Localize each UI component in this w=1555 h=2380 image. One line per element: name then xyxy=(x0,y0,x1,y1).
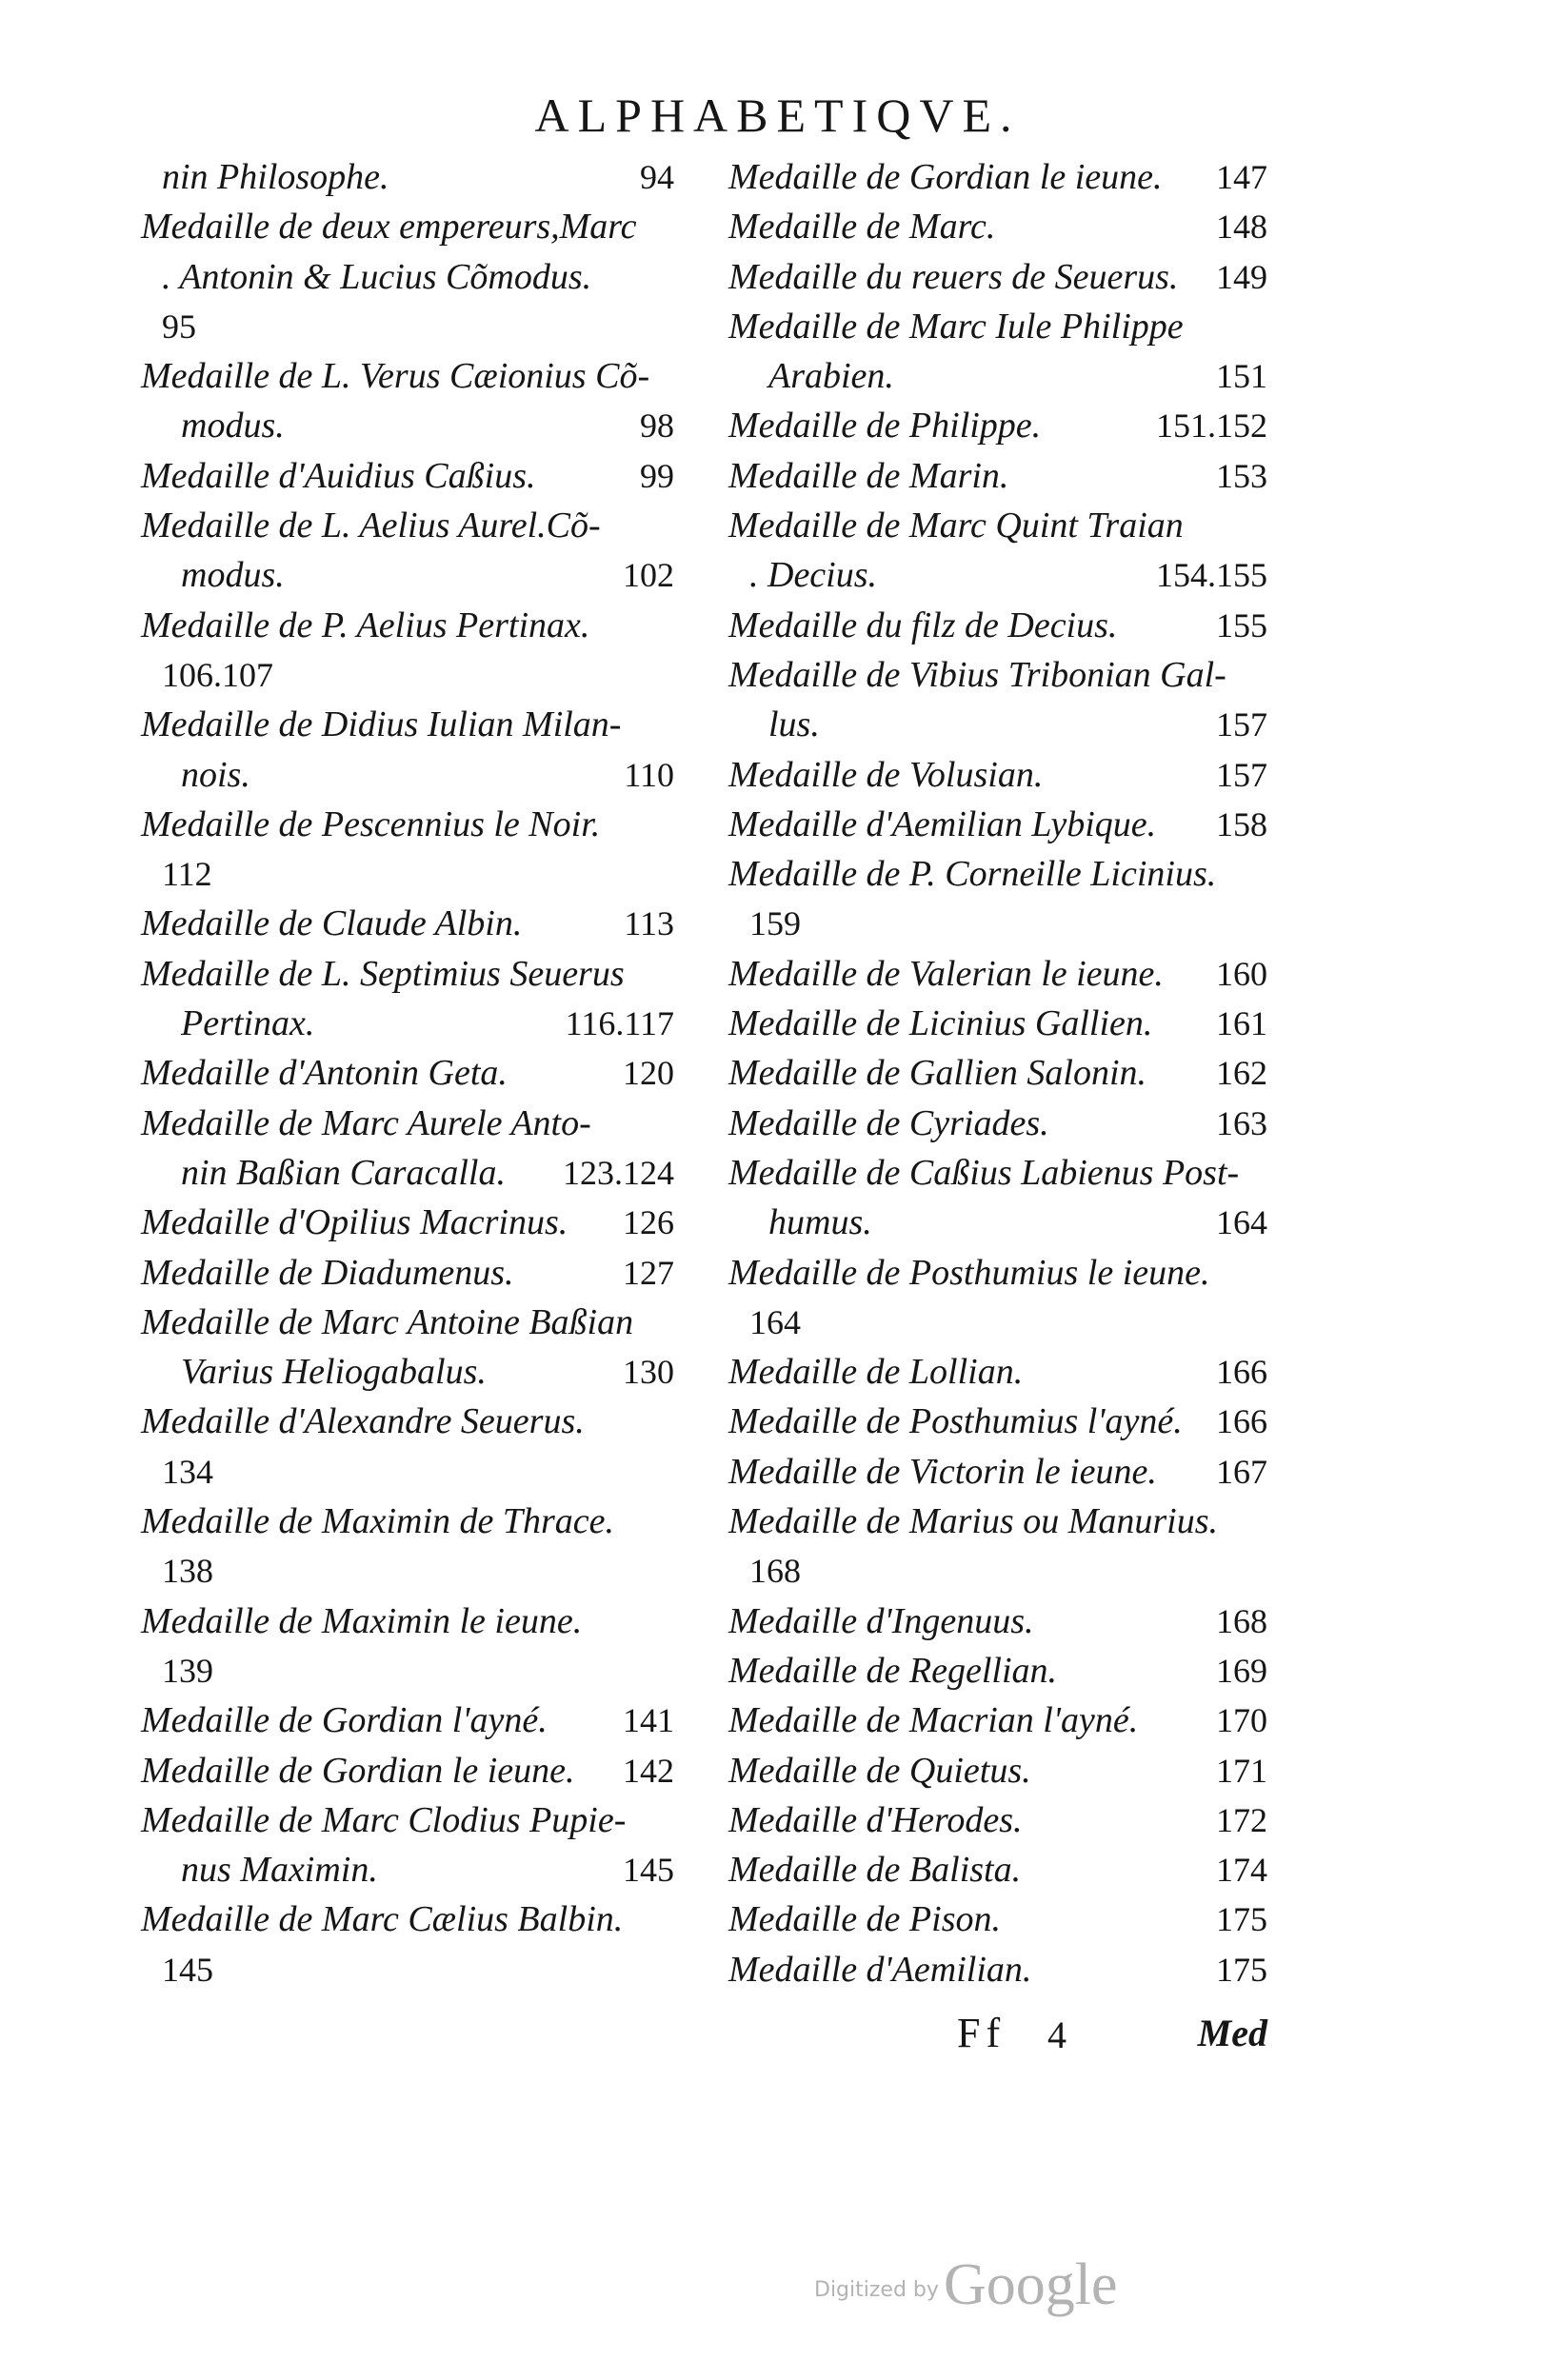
entry-text: . Antonin & Lucius Cõmodus. xyxy=(162,256,592,297)
entry-page-number: 170 xyxy=(1216,1701,1267,1740)
index-entry xyxy=(728,351,1267,401)
index-entry xyxy=(728,1397,1267,1446)
entry-page-number: 153 xyxy=(1216,456,1267,495)
entry-text: modus. xyxy=(181,406,285,446)
entry-page-number: 94 xyxy=(640,158,674,196)
index-entry xyxy=(728,202,1267,251)
entry-text: Medaille de Volusian. xyxy=(728,754,1044,795)
index-entry xyxy=(728,152,1267,202)
index-entry xyxy=(728,849,1267,899)
entry-text: Medaille de Licinius Gallien. xyxy=(728,1003,1153,1044)
index-entry xyxy=(141,1597,674,1646)
entry-page-number: 172 xyxy=(1216,1800,1267,1839)
entry-text: Medaille de Regellian. xyxy=(728,1650,1058,1691)
index-entry xyxy=(141,1646,674,1696)
signature-number: 4 xyxy=(1047,2013,1067,2056)
entry-text: Varius Heliogabalus. xyxy=(181,1352,487,1393)
entry-text: Medaille d'Antonin Geta. xyxy=(141,1053,508,1094)
entry-text: Medaille de Maximin le ieune. xyxy=(141,1600,583,1641)
entry-text: 138 xyxy=(162,1552,213,1591)
signature-mark: Ff xyxy=(957,2010,1007,2056)
entry-text: lus. xyxy=(768,704,820,745)
index-entry xyxy=(728,999,1267,1048)
index-entry xyxy=(728,1845,1267,1894)
entry-text: Medaille d'Aemilian Lybique. xyxy=(728,803,1157,844)
index-entry xyxy=(141,650,674,700)
index-entry xyxy=(141,1894,674,1944)
entry-text: Medaille de Didius Iulian Milan- xyxy=(141,704,622,745)
index-entry xyxy=(141,252,674,302)
entry-text: Medaille de deux empereurs,Marc xyxy=(141,207,637,248)
index-entry xyxy=(141,202,674,251)
entry-text: Medaille d'Ingenuus. xyxy=(728,1600,1034,1641)
entry-text: Medaille de Posthumius le ieune. xyxy=(728,1252,1210,1293)
entry-page-number: 151.152 xyxy=(1156,407,1267,446)
entry-text: Pertinax. xyxy=(181,1003,315,1044)
entry-page-number: 167 xyxy=(1216,1452,1267,1491)
index-entry xyxy=(728,700,1267,749)
entry-text: Medaille de Posthumius l'ayné. xyxy=(728,1401,1183,1442)
entry-text: humus. xyxy=(768,1202,872,1243)
index-entry xyxy=(141,949,674,999)
entry-text: Medaille de Macrian l'ayné. xyxy=(728,1700,1139,1741)
entry-text: 139 xyxy=(162,1651,213,1690)
index-entry xyxy=(141,1397,674,1446)
entry-page-number: 98 xyxy=(640,407,674,446)
entry-text: nin Baßian Caracalla. xyxy=(181,1152,506,1193)
entry-page-number: 110 xyxy=(624,755,674,794)
entry-page-number: 155 xyxy=(1216,605,1267,645)
entry-text: nois. xyxy=(181,754,250,795)
entry-page-number: 120 xyxy=(623,1054,674,1093)
entry-text: Medaille de Valerian le ieune. xyxy=(728,953,1164,994)
index-entry xyxy=(728,1646,1267,1696)
watermark-prefix: Digitized by xyxy=(814,2278,939,2302)
entry-page-number: 126 xyxy=(623,1203,674,1242)
index-entry xyxy=(728,1696,1267,1745)
entry-text: Medaille de Marc Iule Philippe xyxy=(728,306,1184,347)
index-entry xyxy=(728,800,1267,849)
entry-text: Medaille de Pison. xyxy=(728,1899,1001,1940)
entry-text: Medaille de Claude Albin. xyxy=(141,903,523,944)
running-header: ALPHABETIQVE. xyxy=(534,89,1021,142)
entry-text: Medaille de Marc Cælius Balbin. xyxy=(141,1899,624,1940)
index-entry xyxy=(141,700,674,749)
entry-text: 112 xyxy=(162,855,212,894)
entry-text: . Decius. xyxy=(749,555,878,596)
index-entry xyxy=(728,1894,1267,1944)
entry-page-number: 175 xyxy=(1216,1900,1267,1939)
entry-text: Medaille de Gordian le ieune. xyxy=(728,157,1163,197)
index-entry xyxy=(141,1497,674,1546)
index-entry xyxy=(141,1845,674,1894)
entry-page-number: 168 xyxy=(1216,1601,1267,1640)
entry-page-number: 113 xyxy=(624,904,674,943)
index-entry xyxy=(141,750,674,800)
entry-text: modus. xyxy=(181,555,285,596)
entry-text: 145 xyxy=(162,1950,213,1989)
index-entry xyxy=(141,1198,674,1247)
index-entry xyxy=(728,750,1267,800)
entry-text: Medaille du reuers de Seuerus. xyxy=(728,256,1179,297)
entry-text: 164 xyxy=(749,1302,801,1341)
entry-text: Medaille de Cyriades. xyxy=(728,1102,1049,1143)
index-entry xyxy=(728,1546,1267,1596)
entry-page-number: 161 xyxy=(1216,1004,1267,1043)
index-entry xyxy=(728,1248,1267,1298)
entry-page-number: 151 xyxy=(1216,357,1267,396)
entry-text: Arabien. xyxy=(768,356,894,397)
entry-page-number: 99 xyxy=(640,456,674,495)
entry-text: 168 xyxy=(749,1552,801,1591)
entry-page-number: 127 xyxy=(623,1253,674,1292)
index-entry xyxy=(141,1546,674,1596)
entry-page-number: 102 xyxy=(623,556,674,595)
entry-page-number: 171 xyxy=(1216,1751,1267,1790)
entry-text: Medaille de Philippe. xyxy=(728,406,1042,446)
entry-page-number: 123.124 xyxy=(563,1153,674,1192)
index-entry xyxy=(141,1048,674,1098)
index-entry xyxy=(141,1795,674,1845)
entry-page-number: 174 xyxy=(1216,1851,1267,1890)
index-entry xyxy=(728,1746,1267,1795)
entry-text: Medaille de Marc Aurele Anto- xyxy=(141,1102,591,1143)
index-entry xyxy=(728,1099,1267,1148)
index-entry xyxy=(141,501,674,550)
index-entry xyxy=(141,1696,674,1745)
entry-text: nin Philosophe. xyxy=(162,157,389,197)
watermark-brand: Google xyxy=(944,2252,1118,2317)
entry-text: 106.107 xyxy=(162,655,273,694)
entry-text: Medaille du filz de Decius. xyxy=(728,605,1118,645)
index-entry xyxy=(141,451,674,501)
entry-text: Medaille de L. Septimius Seuerus xyxy=(141,953,625,994)
entry-text: Medaille de L. Verus Cæionius Cõ- xyxy=(141,356,650,397)
index-entry xyxy=(728,1347,1267,1397)
entry-page-number: 148 xyxy=(1216,208,1267,247)
entry-page-number: 116.117 xyxy=(565,1004,674,1043)
entry-text: Medaille de Balista. xyxy=(728,1850,1022,1891)
entry-page-number: 169 xyxy=(1216,1651,1267,1690)
entry-text: Medaille d'Alexandre Seuerus. xyxy=(141,1401,585,1442)
index-entry xyxy=(728,1298,1267,1347)
index-entry xyxy=(141,1248,674,1298)
entry-page-number: 142 xyxy=(623,1751,674,1790)
index-entry xyxy=(141,1298,674,1347)
entry-text: Medaille d'Opilius Macrinus. xyxy=(141,1202,568,1243)
index-entry xyxy=(728,601,1267,650)
entry-text: Medaille de Marc Antoine Baßian xyxy=(141,1301,634,1342)
entry-text: Medaille de Marc Clodius Pupie- xyxy=(141,1799,627,1840)
index-entry xyxy=(728,401,1267,450)
entry-text: Medaille de L. Aelius Aurel.Cõ- xyxy=(141,506,601,546)
index-entry xyxy=(141,1099,674,1148)
entry-text: Medaille de Gallien Salonin. xyxy=(728,1053,1147,1094)
entry-text: 95 xyxy=(162,307,196,346)
index-entry xyxy=(728,302,1267,351)
entry-page-number: 149 xyxy=(1216,257,1267,296)
entry-page-number: 145 xyxy=(623,1851,674,1890)
entry-page-number: 166 xyxy=(1216,1402,1267,1441)
entry-text: Medaille de Marc. xyxy=(728,207,996,248)
entry-text: Medaille de Caßius Labienus Post- xyxy=(728,1152,1240,1193)
index-entry xyxy=(141,1746,674,1795)
entry-text: Medaille d'Auidius Caßius. xyxy=(141,455,536,496)
index-entry xyxy=(728,650,1267,700)
index-entry xyxy=(141,849,674,899)
index-entry xyxy=(141,1945,674,1994)
digitized-watermark xyxy=(814,2251,1118,2319)
entry-text: Medaille de Vibius Tribonian Gal- xyxy=(728,654,1226,695)
index-entry xyxy=(728,501,1267,550)
index-entry xyxy=(728,1048,1267,1098)
entry-text: Medaille de Pescennius le Noir. xyxy=(141,803,601,844)
catchword: Med xyxy=(1197,2012,1267,2054)
entry-text: Medaille de Marius ou Manurius. xyxy=(728,1501,1219,1542)
index-column-left xyxy=(141,152,674,1994)
index-entry xyxy=(141,999,674,1048)
index-entry xyxy=(141,1347,674,1397)
index-entry xyxy=(728,1945,1267,1994)
index-entry xyxy=(141,601,674,650)
entry-text: Medaille d'Aemilian. xyxy=(728,1949,1032,1990)
index-entry xyxy=(141,899,674,948)
index-entry xyxy=(141,800,674,849)
entry-page-number: 141 xyxy=(623,1701,674,1740)
entry-page-number: 157 xyxy=(1216,755,1267,794)
entry-page-number: 166 xyxy=(1216,1353,1267,1392)
entry-text: Medaille de Quietus. xyxy=(728,1750,1031,1791)
entry-page-number: 162 xyxy=(1216,1054,1267,1093)
entry-page-number: 164 xyxy=(1216,1203,1267,1242)
entry-text: 159 xyxy=(749,904,801,943)
entry-text: Medaille de Gordian l'ayné. xyxy=(141,1700,548,1741)
entry-text: Medaille de P. Aelius Pertinax. xyxy=(141,605,590,645)
index-entry xyxy=(141,1148,674,1198)
entry-page-number: 158 xyxy=(1216,804,1267,843)
entry-text: Medaille de Victorin le ieune. xyxy=(728,1451,1157,1492)
entry-text: Medaille de Gordian le ieune. xyxy=(141,1750,575,1791)
index-entry xyxy=(141,152,674,202)
index-entry xyxy=(728,451,1267,501)
entry-page-number: 147 xyxy=(1216,158,1267,196)
entry-page-number: 130 xyxy=(623,1353,674,1392)
entry-page-number: 160 xyxy=(1216,954,1267,993)
index-entry xyxy=(728,1447,1267,1497)
entry-text: Medaille de Maximin de Thrace. xyxy=(141,1501,615,1542)
entry-text: Medaille de Marc Quint Traian xyxy=(728,506,1184,546)
index-entry xyxy=(728,949,1267,999)
index-entry xyxy=(728,1198,1267,1247)
entry-page-number: 154.155 xyxy=(1156,556,1267,595)
index-entry xyxy=(728,1597,1267,1646)
index-entry xyxy=(728,1795,1267,1845)
entry-text: Medaille de P. Corneille Licinius. xyxy=(728,854,1217,895)
entry-text: 134 xyxy=(162,1452,213,1491)
entry-page-number: 157 xyxy=(1216,705,1267,744)
index-entry xyxy=(141,302,674,351)
entry-page-number: 163 xyxy=(1216,1103,1267,1142)
index-entry xyxy=(728,1497,1267,1546)
index-column-right xyxy=(728,152,1267,1994)
index-entry xyxy=(728,550,1267,600)
entry-page-number: 175 xyxy=(1216,1950,1267,1989)
index-entry xyxy=(728,1148,1267,1198)
entry-text: Medaille de Marin. xyxy=(728,455,1009,496)
index-entry xyxy=(728,899,1267,948)
entry-text: Medaille d'Herodes. xyxy=(728,1799,1023,1840)
footer-signature xyxy=(728,2009,1267,2062)
entry-text: nus Maximin. xyxy=(181,1850,378,1891)
entry-text: Medaille de Lollian. xyxy=(728,1352,1024,1393)
index-entry xyxy=(141,550,674,600)
index-entry xyxy=(141,1447,674,1497)
index-entry xyxy=(141,351,674,401)
index-entry xyxy=(141,401,674,450)
index-entry xyxy=(728,252,1267,302)
entry-text: Medaille de Diadumenus. xyxy=(141,1252,514,1293)
